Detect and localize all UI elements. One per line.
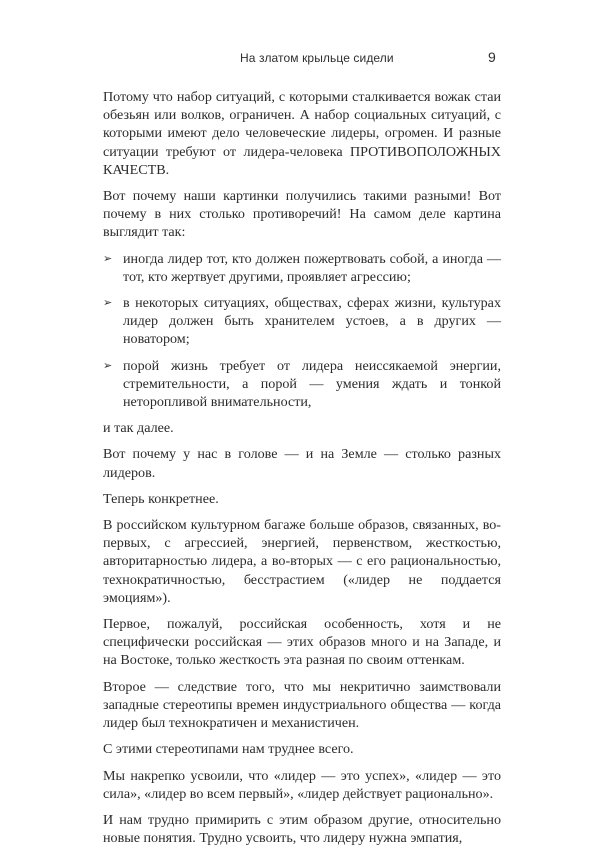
paragraph-6: В российском культурном багаже больше образов, связанных, во-первых, с агрессией, энергией, первенством, жесткостью, авторитарностью лидера, а во-вторых — с его рациональностью, технократичностью, бесстрастием («лидер не поддается эмоциям»). [103, 517, 501, 606]
arrow-bullet-icon: ➢ [103, 296, 113, 310]
bullet-list [103, 250, 501, 412]
page-number: 9 [488, 49, 496, 65]
list-item-text: иногда лидер тот, кто должен пожертвовать собой, а иногда — тот, кто жертвует другими, проявляет агрессию; [123, 250, 501, 285]
paragraph-8: Второе — следствие того, что мы некритично заимствовали западные стереотипы времен индустриального общества — когда лидер был технократичен и механистичен. [103, 678, 501, 732]
paragraph-11: И нам трудно примирить с этим образом другие, относительно новые понятия. Трудно усвоить, что лидеру нужна эмпатия, [103, 811, 501, 847]
paragraph-9: С этими стереотипами нам труднее всего. [103, 741, 354, 758]
arrow-bullet-icon: ➢ [103, 358, 113, 372]
paragraph-3: и так далее. [103, 420, 174, 437]
arrow-bullet-icon: ➢ [103, 251, 113, 265]
paragraph-2: Вот почему наши картинки получились такими разными! Вот почему в них столько противоречий! На самом деле картина выглядит так: [103, 188, 501, 241]
paragraph-7: Первое, пожалуй, российская особенность, хотя и не специфически российская — этих образов много и на Западе, и на Востоке, только жесткость эта разная по своим оттенкам. [103, 616, 501, 669]
paragraph-4: Вот почему у нас в голове — и на Земле — столько разных лидеров. [103, 446, 501, 481]
paragraph-1: Потому что набор ситуаций, с которыми сталкивается вожак стаи обезьян или волков, ограничен. А набор социальных ситуаций, с которыми имеют дело человеческие лидеры, огромен. И разные ситуации требуют от лидера-человека ПРОТИВОПОЛОЖНЫХ КАЧЕСТВ. [103, 89, 501, 178]
list-item-text: порой жизнь требует от лидера неиссякаемой энергии, стремительности, а порой — умения ждать и тонкой неторопливой внимательности, [123, 357, 501, 411]
list-item-text: в некоторых ситуациях, обществах, сферах жизни, культурах лидер должен быть хранителем устоев, а в других — новатором; [123, 295, 501, 348]
list-item [103, 357, 501, 412]
running-title: На златом крыльце сидели [240, 51, 394, 65]
paragraph-5: Теперь конкретнее. [103, 490, 219, 507]
list-item [103, 250, 501, 286]
body-text [103, 88, 501, 855]
list-item [103, 294, 501, 349]
paragraph-10: Мы накрепко усвоили, что «лидер — это успех», «лидер — это сила», «лидер во всем первый», «лидер действует рационально». [103, 767, 501, 802]
